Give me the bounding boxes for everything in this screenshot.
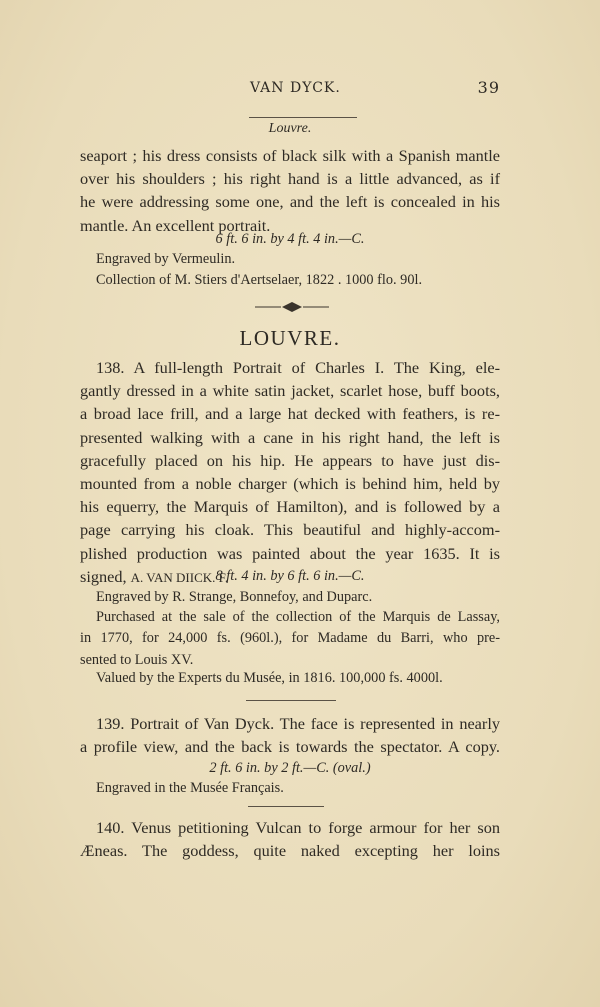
entry-138-paragraph [80, 356, 500, 589]
dimensions-note: 8 ft. 4 in. by 6 ft. 6 in.—C. [215, 568, 365, 584]
section-title: LOUVRE. [239, 326, 341, 350]
text-line: plished production was painted about the year 1635. It is [80, 543, 500, 563]
text-line: a profile view, and the back is towards the spectator. A copy. [80, 737, 500, 757]
text-line: in 1770, for 24,000 fs. (960l.), for Madame du Barri, who pre- [80, 630, 500, 647]
text-line: 139. Portrait of Van Dyck. The face is represented in nearly [96, 714, 500, 733]
valuation-note: Valued by the Experts du Musée, in 1816. 100,000 fs. 4000l. [96, 670, 443, 686]
engraved-note: Engraved in the Musée Français. [96, 780, 284, 796]
text-line: gantly dressed in a white satin jacket, scarlet hose, buff boots, [80, 381, 500, 401]
text-line: mounted from a noble charger (which is behind him, held by [80, 474, 500, 494]
running-header [80, 78, 500, 100]
section-label: Louvre. [268, 121, 312, 136]
continuation-paragraph [80, 144, 500, 237]
dimensions-note: 6 ft. 6 in. by 4 ft. 4 in.—C. [215, 231, 365, 247]
engraved-note: Engraved by Vermeulin. [96, 251, 236, 267]
engraved-note: Engraved by R. Strange, Bonnefoy, and Duparc. [96, 589, 373, 605]
text-line: page carrying his cloak. This beautiful and highly-accom- [80, 520, 500, 540]
top-rule [249, 117, 357, 118]
text-line: gracefully placed on his hip. He appears to have just dis- [80, 450, 500, 470]
entry-divider [248, 806, 324, 807]
text-line: seaport ; his dress consists of black silk with a Spanish mantle [80, 146, 500, 165]
page-number: 39 [477, 78, 500, 97]
entry-139-paragraph [80, 712, 500, 758]
dimensions-note: 2 ft. 6 in. by 2 ft.—C. (oval.) [209, 760, 371, 776]
text-line: a broad lace frill, and a large hat decked with feathers, is re- [80, 404, 500, 424]
text-line: over his shoulders ; his right hand is a little advanced, as if [80, 169, 500, 189]
text-line: he were addressing some one, and the left is concealed in his [80, 192, 500, 212]
text-line: Purchased at the sale of the collection of the Marquis de Lassay, [96, 609, 500, 625]
text-line: Æneas. The goddess, quite naked excepting her loins [80, 841, 500, 861]
entry-140-paragraph [80, 816, 500, 862]
signed-prefix: signed, [80, 566, 127, 586]
purchase-note [80, 607, 500, 671]
signature: A. VAN DIICK. F. [130, 569, 229, 585]
text-line: his equerry, the Marquis of Hamilton), and is followed by a [80, 497, 500, 517]
text-line: mantle. An excellent portrait. [80, 215, 271, 235]
entry-divider [246, 700, 336, 701]
section-ornament-icon [255, 301, 329, 313]
collection-note: Collection of M. Stiers d'Aertselaer, 1822 . 1000 flo. 90l. [96, 272, 423, 288]
text-line: 140. Venus petitioning Vulcan to forge armour for her son [96, 818, 500, 837]
text-line: presented walking with a cane in his right hand, the left is [80, 427, 500, 447]
header-title: VAN DYCK. [250, 80, 341, 96]
text-line: 138. A full-length Portrait of Charles I. The King, ele- [96, 358, 500, 377]
text-line: sented to Louis XV. [80, 651, 194, 668]
